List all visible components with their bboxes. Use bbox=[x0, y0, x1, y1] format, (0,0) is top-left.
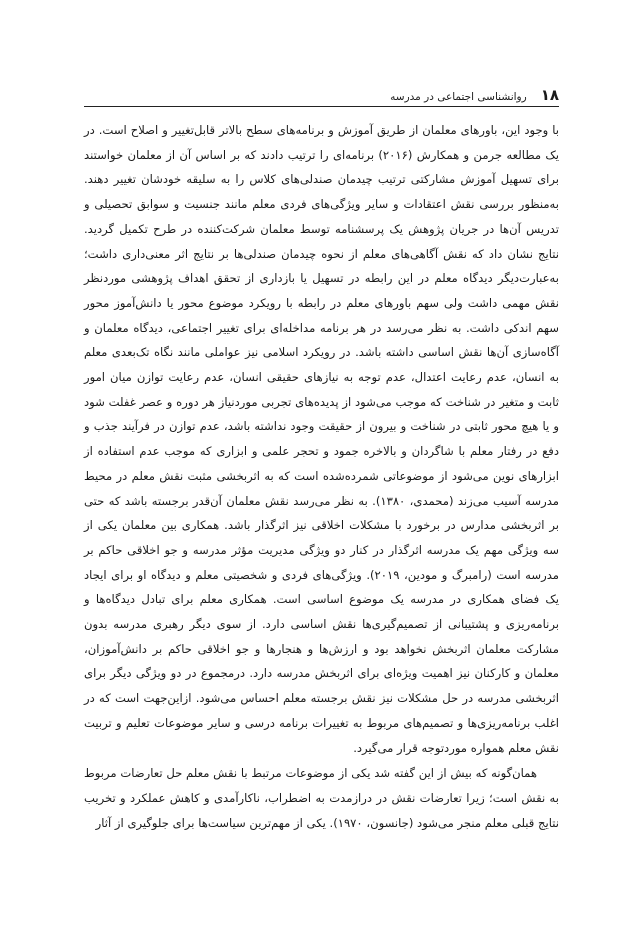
paragraph-1: با وجود این، باورهای معلمان از طریق آموزش و برنامه‌های سطح بالاتر قابل‌تغییر و اصلاح است. در یک مطالعه جرمن و همکارش (۲۰۱۶) برنامه‌ای را ترتیب دادند که بر اساس آن از معلمان خواستند برای تسهیل آموزش مشارکتی ترتیب چیدمان صندلی‌های کلاس را به سلیقه خودشان تغییر دهند. به‌منظور بررسی نقش اعتقادات و سایر ویژگی‌های فردی معلم مانند جنسیت و سوابق تحصیلی و تدریس آن‌ها در جریان پژوهش یک پرسشنامه توسط معلمان شرکت‌کننده در طرح تکمیل گردید. نتایج نشان داد که نقش آگاهی‌های معلم از نحوه چیدمان صندلی‌ها بر نتایج اثر معنی‌داری داشت؛ به‌عبارت‌دیگر دیدگاه معلم در این رابطه در تسهیل یا بازداری از تحقق اهداف پژوهشی موردنظر نقش مهمی داشت ولی سهم باورهای معلم در رابطه با رویکرد موضوع محور یا دانش‌آموز محور سهم اندکی داشت. به نظر می‌رسد در هر برنامه مداخله‌ای برای تغییر اجتماعی، دیدگاه معلمان و آگاه‌سازی آن‌ها نقش اساسی داشته باشد. در رویکرد اسلامی نیز عواملی مانند نگاه تک‌بعدی معلم به انسان، عدم رعایت اعتدال، عدم توجه به نیازهای حقیقی انسان، عدم رعایت توازن میان امور ثابت و متغیر در شناخت که موجب می‌شود از پدیده‌های تجربی موردنیاز هر دوره و عصر غفلت شود و یا هیچ محور ثابتی در شناخت و بیرون از حقیقت وجود نداشته باشد، عدم توازن در فرآیند جذب و دفع در رفتار معلم با شاگردان و بالاخره جمود و تحجر علمی و ابزاری که موجب عدم استفاده از ابزارهای نوین می‌شود از موضوعاتی شمرده‌شده است که به اثربخشی مثبت نقش معلم در محیط مدرسه آسیب می‌زند (محمدی، ۱۳۸۰). به نظر می‌رسد نقش معلمان آن‌قدر برجسته باشد که حتی بر اثربخشی مدارس در برخورد با مشکلات اخلاقی نیز اثرگذار باشد. همکاری بین معلمان یکی از سه ویژگی مهم یک مدرسه اثرگذار در کنار دو ویژگی مدیریت مؤثر مدرسه و جو اخلاقی حاکم بر مدرسه است (رامبرگ و مودین، ۲۰۱۹). ویژگی‌های فردی و شخصیتی معلم و دیدگاه او برای ایجاد یک فضای همکاری در مدرسه یک موضوع اساسی است. همکاری معلم برای تبادل دیدگاه‌ها و برنامه‌ریزی و پشتیبانی از تصمیم‌گیری‌ها نقش اساسی دارد. از سوی دیگر رهبری مدرسه بدون مشارکت معلمان اثربخش نخواهد بود و ارزش‌ها و هنجارها و جو اخلاقی حاکم بر دانش‌آموزان، معلمان و کارکنان نیز اهمیت ویژه‌ای برای اثربخش مدرسه دارد. درمجموع در دو ویژگی دیگر برای اثربخشی مدرسه در حل مشکلات نیز نقش برجسته معلم احساس می‌شود. ازاین‌جهت است که در اغلب برنامه‌ریزی‌ها و تصمیم‌های مربوط به تغییرات برنامه درسی و سایر موضوعات تعلیم و تربیت نقش معلم همواره موردتوجه قرار می‌گیرد. bbox=[84, 123, 559, 755]
paragraph-2: همان‌گونه که بیش از این گفته شد یکی از موضوعات مرتبط با نقش معلم حل تعارضات مربوط به نقش است؛ زیرا تعارضات نقش در درازمدت به اضطراب، ناکارآمدی و کاهش عملکرد و تخریب نتایج قبلی معلم منجر می‌شود (جانسون، ۱۹۷۰). یکی از مهم‌ترین سیاست‌ها برای جلوگیری از آثار bbox=[84, 766, 559, 830]
running-title: روانشناسی اجتماعی در مدرسه bbox=[390, 90, 527, 103]
body-text bbox=[84, 118, 559, 835]
page-header bbox=[84, 80, 559, 107]
page-number: ۱۸ bbox=[540, 86, 559, 104]
